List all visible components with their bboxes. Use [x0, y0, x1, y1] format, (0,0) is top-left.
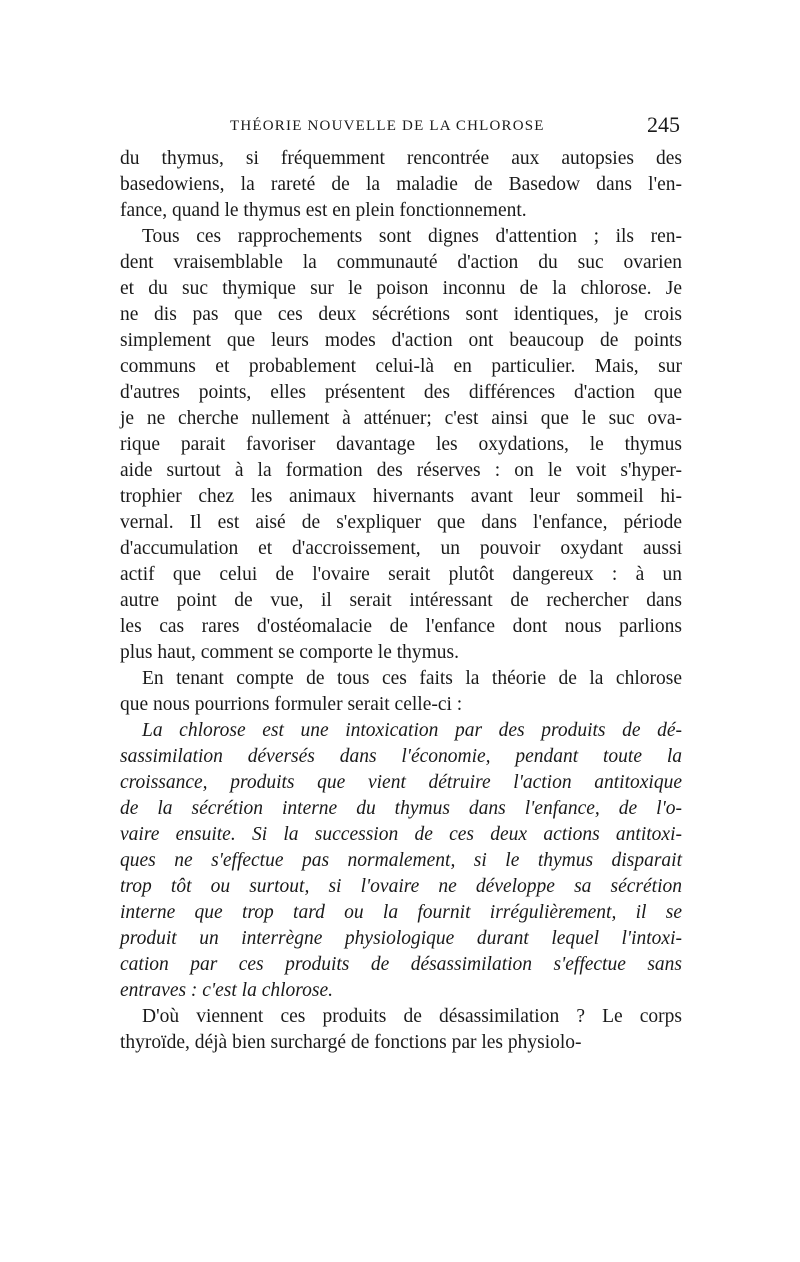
- running-title: THÉORIE NOUVELLE DE LA CHLOROSE: [230, 118, 545, 134]
- text-line: cation par ces produits de désassimilation s'effectue sans: [120, 954, 682, 975]
- text-line: communs et probablement celui-là en particulier. Mais, sur: [120, 356, 682, 377]
- text-line: entraves : c'est la chlorose.: [120, 980, 334, 1001]
- text-line: du thymus, si fréquemment rencontrée aux autopsies des: [120, 148, 682, 169]
- paragraph: [120, 146, 682, 224]
- text-line: Tous ces rapprochements sont dignes d'attention ; ils ren-: [142, 226, 682, 247]
- text-line: aide surtout à la formation des réserves : on le voit s'hyper-: [120, 460, 682, 481]
- text-line: vaire ensuite. Si la succession de ces deux actions antitoxi-: [120, 824, 682, 845]
- text-line: produit un interrègne physiologique durant lequel l'intoxi-: [120, 928, 682, 949]
- text-line: de la sécrétion interne du thymus dans l'enfance, de l'o-: [120, 798, 682, 819]
- text-line: vernal. Il est aisé de s'expliquer que dans l'enfance, période: [120, 512, 682, 533]
- text-line: D'où viennent ces produits de désassimilation ? Le corps: [142, 1006, 682, 1027]
- text-line: rique parait favoriser davantage les oxydations, le thymus: [120, 434, 682, 455]
- text-line: trophier chez les animaux hivernants avant leur sommeil hi-: [120, 486, 682, 507]
- text-line: d'accumulation et d'accroissement, un pouvoir oxydant aussi: [120, 538, 682, 559]
- body-text: [120, 146, 682, 1056]
- paragraph: [120, 666, 682, 718]
- text-line: simplement que leurs modes d'action ont beaucoup de points: [120, 330, 682, 351]
- paragraph: [120, 1004, 682, 1056]
- text-line: trop tôt ou surtout, si l'ovaire ne développe sa sécrétion: [120, 876, 682, 897]
- running-head: [120, 112, 680, 142]
- text-line: autre point de vue, il serait intéressant de rechercher dans: [120, 590, 682, 611]
- text-line: En tenant compte de tous ces faits la théorie de la chlorose: [142, 668, 682, 689]
- text-line: croissance, produits que vient détruire l'action antitoxique: [120, 772, 682, 793]
- text-line: je ne cherche nullement à atténuer; c'est ainsi que le suc ova-: [120, 408, 682, 429]
- text-line: actif que celui de l'ovaire serait plutôt dangereux : à un: [120, 564, 682, 585]
- text-line: sassimilation déversés dans l'économie, pendant toute la: [120, 746, 682, 767]
- page-number: 245: [647, 112, 680, 137]
- text-line: d'autres points, elles présentent des différences d'action que: [120, 382, 682, 403]
- text-line: basedowiens, la rareté de la maladie de Basedow dans l'en-: [120, 174, 682, 195]
- text-line: les cas rares d'ostéomalacie de l'enfance dont nous parlions: [120, 616, 682, 637]
- text-line: interne que trop tard ou la fournit irrégulièrement, il se: [120, 902, 682, 923]
- text-line: fance, quand le thymus est en plein fonctionnement.: [120, 200, 527, 221]
- text-line: thyroïde, déjà bien surchargé de fonctions par les physiolo-: [120, 1032, 582, 1053]
- paragraph: [120, 224, 682, 666]
- text-line: La chlorose est une intoxication par des produits de dé-: [142, 720, 682, 741]
- paragraph: [120, 718, 682, 1004]
- text-line: et du suc thymique sur le poison inconnu de la chlorose. Je: [120, 278, 682, 299]
- text-line: ques ne s'effectue pas normalement, si le thymus disparait: [120, 850, 682, 871]
- text-line: plus haut, comment se comporte le thymus.: [120, 642, 460, 663]
- text-line: que nous pourrions formuler serait celle-ci :: [120, 694, 463, 715]
- text-line: dent vraisemblable la communauté d'action du suc ovarien: [120, 252, 682, 273]
- text-line: ne dis pas que ces deux sécrétions sont identiques, je crois: [120, 304, 682, 325]
